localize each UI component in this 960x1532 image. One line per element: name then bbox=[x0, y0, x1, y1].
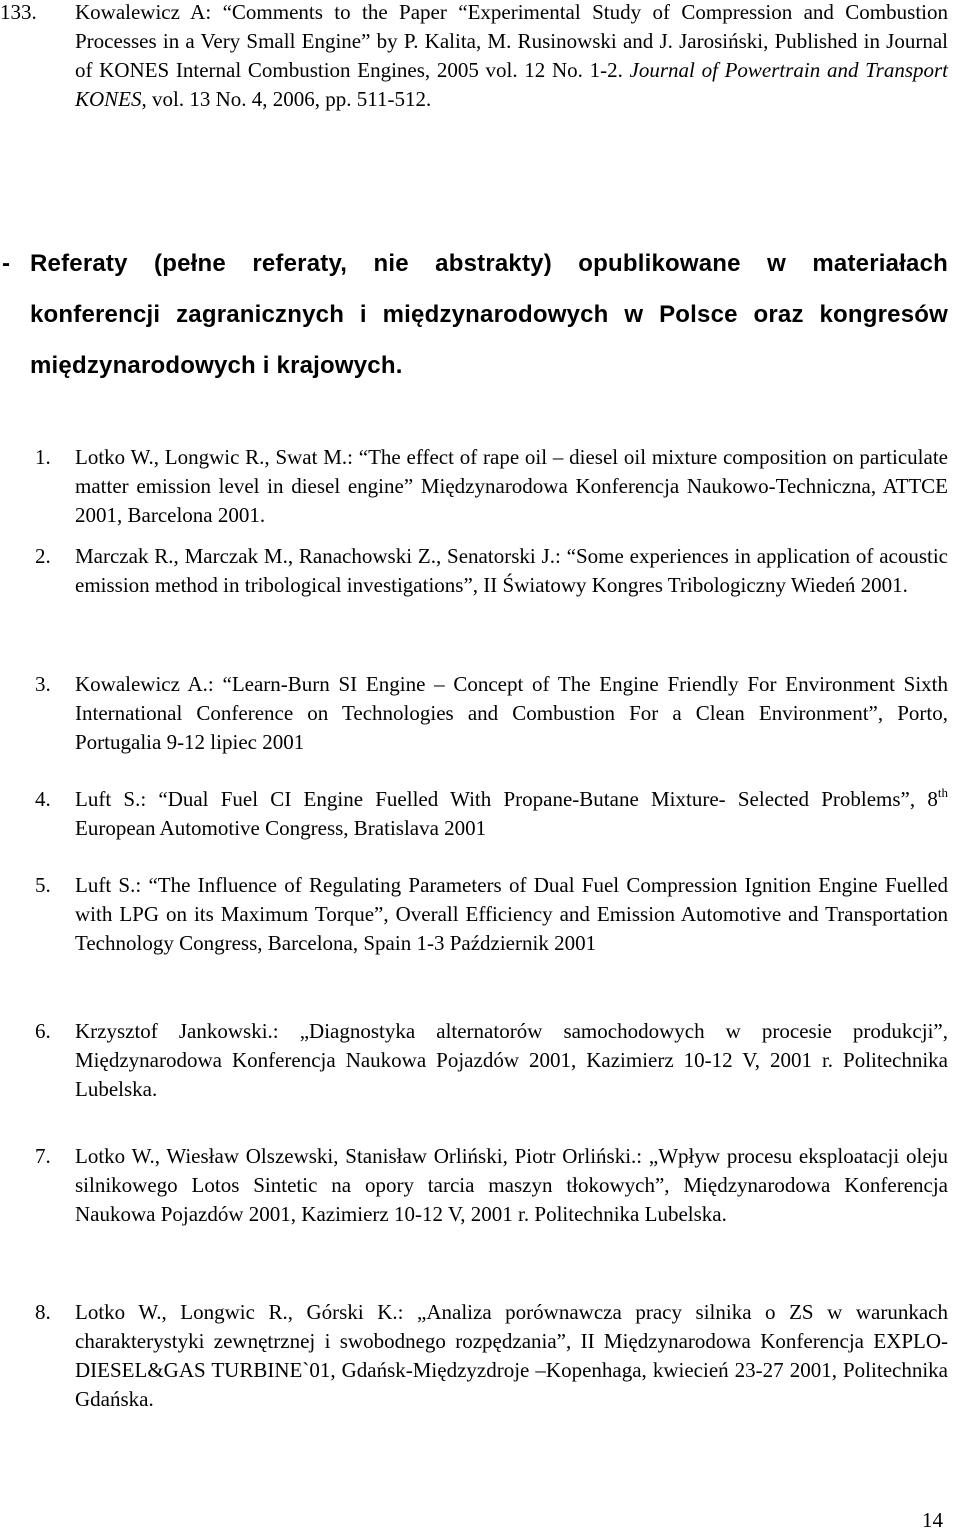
entry-text: Marczak R., Marczak M., Ranachowski Z., Senatorski J.: “Some experiences in application of acoustic emission method in tribological investigations”, II Światowy Kongres Tribologiczny Wiedeń 2001. bbox=[75, 544, 948, 597]
entry-text-part: European Automotive Congress, Bratislava 2001 bbox=[75, 816, 487, 840]
reference-entry-133 bbox=[0, 0, 948, 114]
entry-text: Kowalewicz A.: “Learn-Burn SI Engine – Concept of The Engine Friendly For Environment Sixth International Conference on Technologies and Combustion For a Clean Environment”, Porto, Portugalia 9-12 lipiec 2001 bbox=[75, 672, 948, 754]
entry-number: 2. bbox=[35, 544, 51, 568]
entry-text bbox=[75, 785, 948, 843]
entry-text: Lotko W., Wiesław Olszewski, Stanisław Orliński, Piotr Orliński.: „Wpływ procesu eksploatacji oleju silnikowego Lotos Sintetic na opory tarcia maszyn tłokowych”, Międzynarodowa Konferencja Naukowa Pojazdów 2001, Kazimierz 10-12 V, 2001 r. Politechnika Lubelska. bbox=[75, 1144, 948, 1226]
entry-text-part: Luft S.: “Dual Fuel CI Engine Fuelled With Propane-Butane Mixture- Selected Problems”, 8 bbox=[75, 787, 938, 811]
reference-entry-8 bbox=[0, 1298, 948, 1414]
entry-number: 8. bbox=[35, 1300, 51, 1324]
reference-entry-2 bbox=[0, 542, 948, 600]
entry-text-part: , vol. 13 No. 4, 2006, pp. 511-512. bbox=[141, 87, 432, 111]
entry-number: 3. bbox=[35, 672, 51, 696]
entry-text bbox=[75, 0, 948, 114]
ordinal-superscript: th bbox=[937, 785, 948, 800]
reference-entry-4 bbox=[0, 785, 948, 843]
page-number: 14 bbox=[922, 1508, 943, 1532]
heading-dash: - bbox=[2, 250, 11, 277]
entry-text: Lotko W., Longwic R., Swat M.: “The effect of rape oil – diesel oil mixture composition on particulate matter emission level in diesel engine” Międzynarodowa Konferencja Naukowo-Techniczna, ATTCE 2001, Barcelona 2001. bbox=[75, 445, 948, 527]
reference-entry-6 bbox=[0, 1017, 948, 1104]
entry-text: Krzysztof Jankowski.: „Diagnostyka alternatorów samochodowych w procesie produkcji”, Międzynarodowa Konferencja Naukowa Pojazdów 2001, Kazimierz 10-12 V, 2001 r. Politechnika Lubelska. bbox=[75, 1019, 948, 1101]
entry-number: 5. bbox=[35, 873, 51, 897]
entry-number: 7. bbox=[35, 1144, 51, 1168]
reference-entry-5 bbox=[0, 871, 948, 958]
entry-number: 4. bbox=[35, 787, 51, 811]
entry-text: Lotko W., Longwic R., Górski K.: „Analiza porównawcza pracy silnika o ZS w warunkach charakterystyki zewnętrznej i swobodnego rozpędzania”, II Międzynarodowa Konferencja EXPLO- DIESEL&GAS TURBINE`01, Gdańsk-Międzyzdroje –Kopenhaga, kwiecień 23-27 2001, Politechnika Gdańska. bbox=[75, 1300, 948, 1411]
entry-number: 133. bbox=[0, 0, 37, 24]
section-heading bbox=[0, 238, 948, 391]
entry-text-part: Kowalewicz A: “Comments to the Paper “Experimental Study of Compression and Combustion Processes in a Very Small Engine” by P. Kalita, M. Rusinowski and J. Jarosiński, Published in Journal of KONES Internal Combustion Engines, 2005 vol. 12 No. 1-2. bbox=[75, 0, 948, 82]
reference-entry-3 bbox=[0, 670, 948, 757]
entry-number: 6. bbox=[35, 1019, 51, 1043]
reference-entry-7 bbox=[0, 1142, 948, 1229]
entry-number: 1. bbox=[35, 445, 51, 469]
journal-title: Journal of Powertrain and Transport KONES bbox=[75, 58, 949, 111]
heading-text: Referaty (pełne referaty, nie abstrakty) opublikowane w materiałach konferencji zagranicznych i międzynarodowych w Polsce oraz kongresów międzynarodowych i krajowych. bbox=[30, 250, 948, 379]
reference-entry-1 bbox=[0, 443, 948, 530]
entry-text: Luft S.: “The Influence of Regulating Parameters of Dual Fuel Compression Ignition Engine Fuelled with LPG on its Maximum Torque”, Overall Efficiency and Emission Automotive and Transportation Technology Congress, Barcelona, Spain 1-3 Październik 2001 bbox=[75, 873, 948, 955]
